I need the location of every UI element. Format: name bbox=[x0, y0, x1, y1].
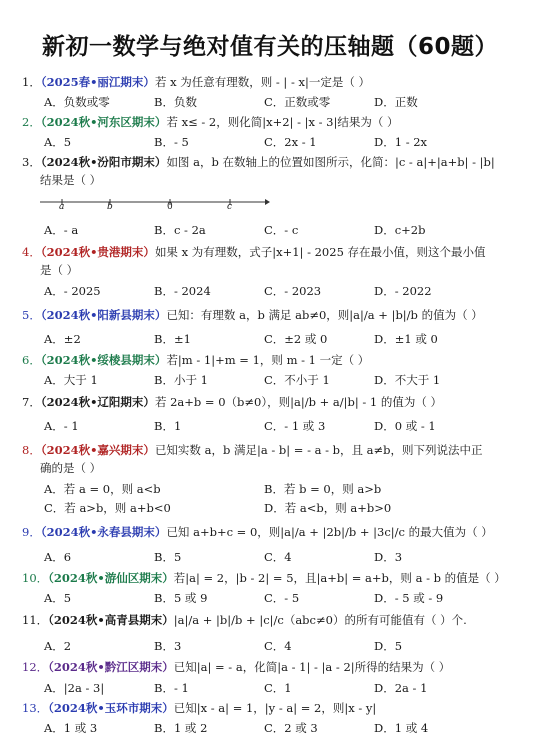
option-d: D．1 - 2x bbox=[374, 135, 428, 149]
option-d: D．- 5 或 - 9 bbox=[374, 591, 444, 605]
option-a: A．±2 bbox=[44, 332, 81, 346]
question-number: 6． bbox=[22, 353, 41, 367]
option-a: A．6 bbox=[44, 550, 72, 564]
question-number: 3． bbox=[22, 155, 41, 169]
option-d: D．c+2b bbox=[374, 223, 426, 237]
option-b: B．5 或 9 bbox=[154, 591, 208, 605]
option-d: D．5 bbox=[374, 639, 403, 653]
question-8 bbox=[22, 442, 522, 458]
option-a: A．- a bbox=[44, 223, 79, 237]
question-number: 10． bbox=[22, 571, 49, 585]
number-line-svg bbox=[40, 196, 270, 218]
question-source: （2024秋•黔江区期末） bbox=[48, 660, 174, 674]
option-b: B．1 或 2 bbox=[154, 721, 208, 735]
option-c: C．4 bbox=[264, 639, 292, 653]
question-4-continued: 是（ ） bbox=[40, 263, 79, 277]
question-number: 7． bbox=[22, 395, 41, 409]
option-b: B．若 b = 0，则 a>b bbox=[264, 482, 382, 496]
option-d: D．- 2022 bbox=[374, 284, 432, 298]
question-source: （2025春•丽江期末） bbox=[40, 75, 155, 89]
question-text: 已知实数 a，b 满足|a - b| = - a - b，且 a≠b，则下列说法中正 bbox=[154, 443, 483, 457]
options-8-row-2 bbox=[44, 500, 524, 516]
question-number: 13． bbox=[22, 701, 49, 715]
question-text: 若 x 为任意有理数，则 - | - x|一定是（ ） bbox=[154, 75, 371, 89]
option-a: A．1 或 3 bbox=[44, 721, 98, 735]
question-10 bbox=[22, 570, 522, 586]
option-d: D．0 或 - 1 bbox=[374, 419, 436, 433]
question-text: 已知 a+b+c = 0，则|a|/a + |2b|/b + |3c|/c 的最大值为（ ） bbox=[166, 525, 493, 539]
options-6 bbox=[44, 372, 524, 388]
options-10 bbox=[44, 590, 524, 606]
question-number: 12． bbox=[22, 660, 49, 674]
options-1 bbox=[44, 94, 524, 110]
question-text: 如图 a，b 在数轴上的位置如图所示，化简：|c - a|+|a+b| - |b| bbox=[166, 155, 495, 169]
question-text: 已知|x - a| = 1，|y - a| = 2，则|x - y| bbox=[173, 701, 377, 715]
question-text: 若 2a+b = 0（b≠0），则|a|/b + a/|b| - 1 的值为（ ） bbox=[154, 395, 443, 409]
question-source: （2024秋•游仙区期末） bbox=[48, 571, 174, 585]
question-source: （2024秋•辽阳期末） bbox=[40, 395, 155, 409]
question-9 bbox=[22, 524, 522, 540]
question-text: |a|/a + |b|/b + |c|/c（abc≠0）的所有可能值有（ ）个. bbox=[173, 613, 467, 627]
option-b: B．c - 2a bbox=[154, 223, 206, 237]
number-line-label-c: c bbox=[227, 202, 233, 212]
option-b: B．- 1 bbox=[154, 681, 189, 695]
options-11 bbox=[44, 638, 524, 654]
question-3 bbox=[22, 154, 522, 170]
option-a: A．5 bbox=[44, 591, 72, 605]
option-b: B．±1 bbox=[154, 332, 191, 346]
question-source: （2024秋•阳新县期末） bbox=[40, 308, 167, 322]
option-c: C．- 2023 bbox=[264, 284, 322, 298]
option-b: B．小于 1 bbox=[154, 373, 208, 387]
option-c: C．- 5 bbox=[264, 591, 300, 605]
question-text: 已知：有理数 a，b 满足 ab≠0，则|a|/a + |b|/b 的值为（ ） bbox=[166, 308, 483, 322]
question-source: （2024秋•汾阳市期末） bbox=[40, 155, 167, 169]
option-a: A．2 bbox=[44, 639, 72, 653]
option-a: A．负数或零 bbox=[44, 95, 110, 109]
question-13 bbox=[22, 700, 522, 716]
option-c: C．1 bbox=[264, 681, 292, 695]
options-2 bbox=[44, 134, 524, 150]
options-7 bbox=[44, 418, 524, 434]
option-c: C．±2 或 0 bbox=[264, 332, 328, 346]
question-number: 5． bbox=[22, 308, 41, 322]
option-d: D．不大于 1 bbox=[374, 373, 441, 387]
option-b: B．- 2024 bbox=[154, 284, 211, 298]
question-text: 若 x≤ - 2，则化简|x+2| - |x - 3|结果为（ ） bbox=[166, 115, 399, 129]
question-source: （2024秋•贵港期末） bbox=[40, 245, 155, 259]
question-source: （2024秋•嘉兴期末） bbox=[40, 443, 155, 457]
question-number: 2． bbox=[22, 115, 41, 129]
question-source: （2024秋•玉环市期末） bbox=[48, 701, 174, 715]
question-2 bbox=[22, 114, 522, 130]
question-text: 若|m - 1|+m = 1，则 m - 1 一定（ ） bbox=[166, 353, 370, 367]
question-number: 9． bbox=[22, 525, 41, 539]
option-b: B．5 bbox=[154, 550, 182, 564]
options-3 bbox=[44, 222, 524, 238]
question-number: 4． bbox=[22, 245, 41, 259]
question-5 bbox=[22, 307, 522, 323]
option-c: C．- 1 或 3 bbox=[264, 419, 326, 433]
options-5 bbox=[44, 331, 524, 347]
option-a: A．|2a - 3| bbox=[44, 681, 105, 695]
option-c: C．2 或 3 bbox=[264, 721, 318, 735]
option-b: B．负数 bbox=[154, 95, 197, 109]
number-line-figure bbox=[40, 196, 270, 222]
option-a: A．若 a = 0，则 a<b bbox=[44, 482, 161, 496]
options-4 bbox=[44, 283, 524, 299]
question-1 bbox=[22, 74, 522, 90]
options-8-row-1 bbox=[44, 481, 524, 497]
number-line-label-b: b bbox=[107, 202, 113, 212]
question-text: 如果 x 为有理数，式子|x+1| - 2025 存在最小值，则这个最小值 bbox=[154, 245, 486, 259]
question-source: （2024秋•绥棱县期末） bbox=[40, 353, 167, 367]
options-12 bbox=[44, 680, 524, 696]
option-d: D．正数 bbox=[374, 95, 418, 109]
options-9 bbox=[44, 549, 524, 565]
option-a: A．- 1 bbox=[44, 419, 79, 433]
question-4 bbox=[22, 244, 522, 260]
question-11 bbox=[22, 612, 522, 628]
option-a: A．- 2025 bbox=[44, 284, 101, 298]
question-number: 1． bbox=[22, 75, 41, 89]
question-7 bbox=[22, 394, 522, 410]
options-13 bbox=[44, 720, 524, 736]
option-c: C．正数或零 bbox=[264, 95, 331, 109]
option-d: D．3 bbox=[374, 550, 403, 564]
number-line-label-zero: 0 bbox=[167, 202, 173, 212]
question-text: 已知|a| = - a，化简|a - 1| - |a - 2|所得的结果为（ ） bbox=[173, 660, 451, 674]
question-3-continued: 结果是（ ） bbox=[40, 173, 102, 187]
option-b: B．- 5 bbox=[154, 135, 189, 149]
option-a: A．5 bbox=[44, 135, 72, 149]
number-line-label-a: a bbox=[59, 202, 65, 212]
option-b: B．3 bbox=[154, 639, 182, 653]
option-d: D．±1 或 0 bbox=[374, 332, 438, 346]
option-c: C．若 a>b，则 a+b<0 bbox=[44, 501, 171, 515]
question-source: （2024秋•高青县期末） bbox=[48, 613, 174, 627]
option-d: D．1 或 4 bbox=[374, 721, 429, 735]
option-c: C．4 bbox=[264, 550, 292, 564]
question-number: 11． bbox=[22, 613, 49, 627]
option-c: C．2x - 1 bbox=[264, 135, 317, 149]
question-source: （2024秋•河东区期末） bbox=[40, 115, 167, 129]
option-d: D．2a - 1 bbox=[374, 681, 428, 695]
question-6 bbox=[22, 352, 522, 368]
question-12 bbox=[22, 659, 522, 675]
question-number: 8． bbox=[22, 443, 41, 457]
option-d: D．若 a<b，则 a+b>0 bbox=[264, 501, 392, 515]
option-c: C．- c bbox=[264, 223, 299, 237]
option-b: B．1 bbox=[154, 419, 182, 433]
option-a: A．大于 1 bbox=[44, 373, 98, 387]
option-c: C．不小于 1 bbox=[264, 373, 330, 387]
question-text: 若|a| = 2，|b - 2| = 5，且|a+b| = a+b，则 a - b 的值是（ ） bbox=[173, 571, 506, 585]
question-source: （2024秋•永春县期末） bbox=[40, 525, 167, 539]
question-8-continued: 确的是（ ） bbox=[40, 461, 102, 475]
page-title: 新初一数学与绝对值有关的压轴题（60题） bbox=[41, 34, 498, 60]
